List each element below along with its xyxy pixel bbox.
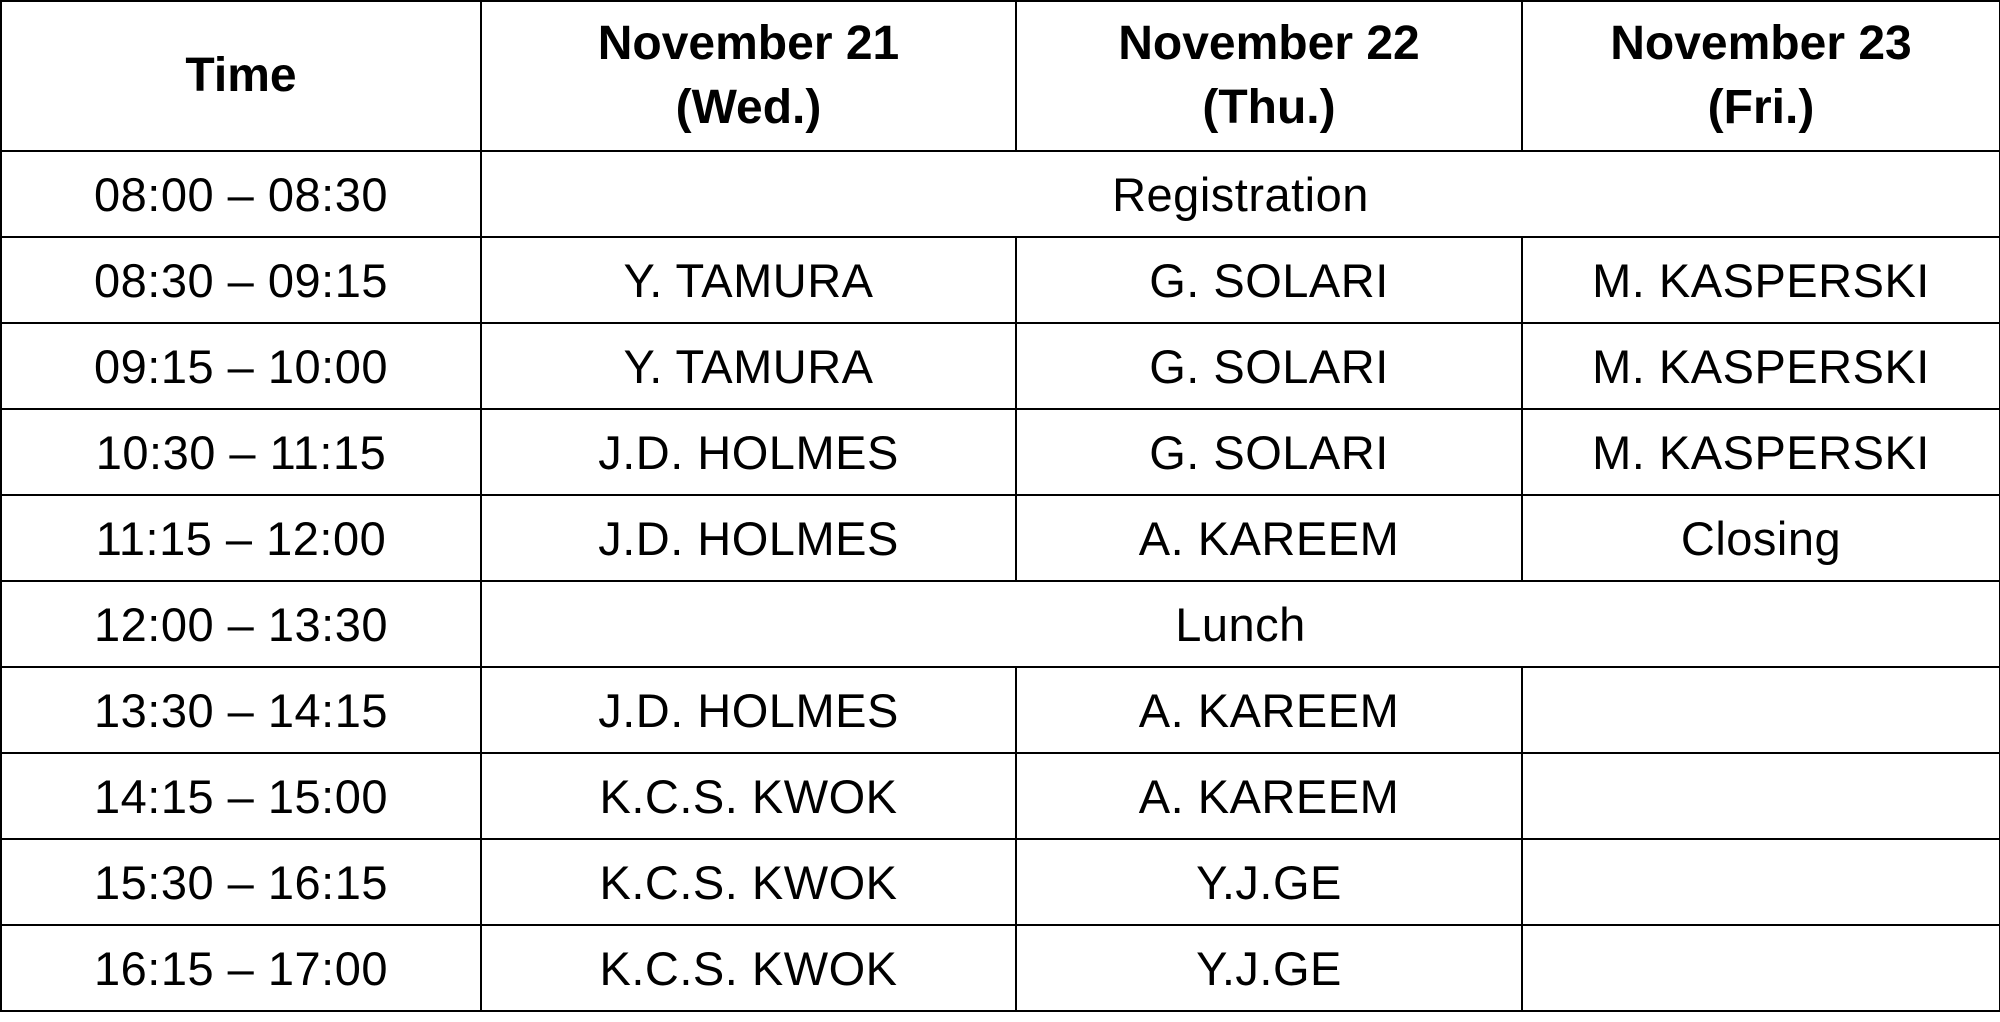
session-cell: G. SOLARI bbox=[1016, 409, 1522, 495]
table-row bbox=[1, 925, 2000, 1011]
session-cell: K.C.S. KWOK bbox=[481, 753, 1016, 839]
header-day-3-weekday: (Fri.) bbox=[1707, 81, 1815, 134]
header-day-1-weekday: (Wed.) bbox=[675, 81, 822, 134]
empty-cell bbox=[1522, 839, 2000, 925]
header-day-2-weekday: (Thu.) bbox=[1202, 81, 1336, 134]
table-row bbox=[1, 753, 2000, 839]
header-day-1-date: November 21 bbox=[597, 17, 900, 70]
session-cell: Y. TAMURA bbox=[481, 237, 1016, 323]
header-day-2-date: November 22 bbox=[1118, 17, 1420, 70]
session-cell: M. KASPERSKI bbox=[1522, 323, 2000, 409]
schedule-body bbox=[1, 151, 2000, 1011]
session-cell: A. KAREEM bbox=[1016, 495, 1522, 581]
session-cell: J.D. HOLMES bbox=[481, 409, 1016, 495]
time-cell: 10:30 – 11:15 bbox=[1, 409, 481, 495]
registration-cell: Registration bbox=[481, 151, 2000, 237]
time-cell: 15:30 – 16:15 bbox=[1, 839, 481, 925]
header-day-3 bbox=[1522, 1, 2000, 151]
empty-cell bbox=[1522, 925, 2000, 1011]
session-cell: M. KASPERSKI bbox=[1522, 237, 2000, 323]
header-day-2 bbox=[1016, 1, 1522, 151]
time-cell: 14:15 – 15:00 bbox=[1, 753, 481, 839]
time-cell: 08:00 – 08:30 bbox=[1, 151, 481, 237]
header-row bbox=[1, 1, 2000, 151]
session-cell: M. KASPERSKI bbox=[1522, 409, 2000, 495]
table-row bbox=[1, 839, 2000, 925]
session-cell: G. SOLARI bbox=[1016, 323, 1522, 409]
header-day-1 bbox=[481, 1, 1016, 151]
table-row bbox=[1, 409, 2000, 495]
session-cell: K.C.S. KWOK bbox=[481, 925, 1016, 1011]
table-row bbox=[1, 581, 2000, 667]
header-day-3-date: November 23 bbox=[1610, 17, 1912, 70]
empty-cell bbox=[1522, 667, 2000, 753]
table-row bbox=[1, 151, 2000, 237]
table-row bbox=[1, 667, 2000, 753]
session-cell: A. KAREEM bbox=[1016, 667, 1522, 753]
lunch-cell: Lunch bbox=[481, 581, 2000, 667]
session-cell: G. SOLARI bbox=[1016, 237, 1522, 323]
schedule-header bbox=[1, 1, 2000, 151]
time-cell: 12:00 – 13:30 bbox=[1, 581, 481, 667]
table-row bbox=[1, 323, 2000, 409]
table-row bbox=[1, 237, 2000, 323]
header-time: Time bbox=[1, 1, 481, 151]
time-cell: 16:15 – 17:00 bbox=[1, 925, 481, 1011]
session-cell: Y. TAMURA bbox=[481, 323, 1016, 409]
time-cell: 13:30 – 14:15 bbox=[1, 667, 481, 753]
session-cell: Y.J.GE bbox=[1016, 839, 1522, 925]
closing-cell: Closing bbox=[1522, 495, 2000, 581]
table-row bbox=[1, 495, 2000, 581]
empty-cell bbox=[1522, 753, 2000, 839]
time-cell: 08:30 – 09:15 bbox=[1, 237, 481, 323]
session-cell: J.D. HOLMES bbox=[481, 667, 1016, 753]
session-cell: A. KAREEM bbox=[1016, 753, 1522, 839]
session-cell: J.D. HOLMES bbox=[481, 495, 1016, 581]
time-cell: 11:15 – 12:00 bbox=[1, 495, 481, 581]
session-cell: Y.J.GE bbox=[1016, 925, 1522, 1011]
time-cell: 09:15 – 10:00 bbox=[1, 323, 481, 409]
session-cell: K.C.S. KWOK bbox=[481, 839, 1016, 925]
